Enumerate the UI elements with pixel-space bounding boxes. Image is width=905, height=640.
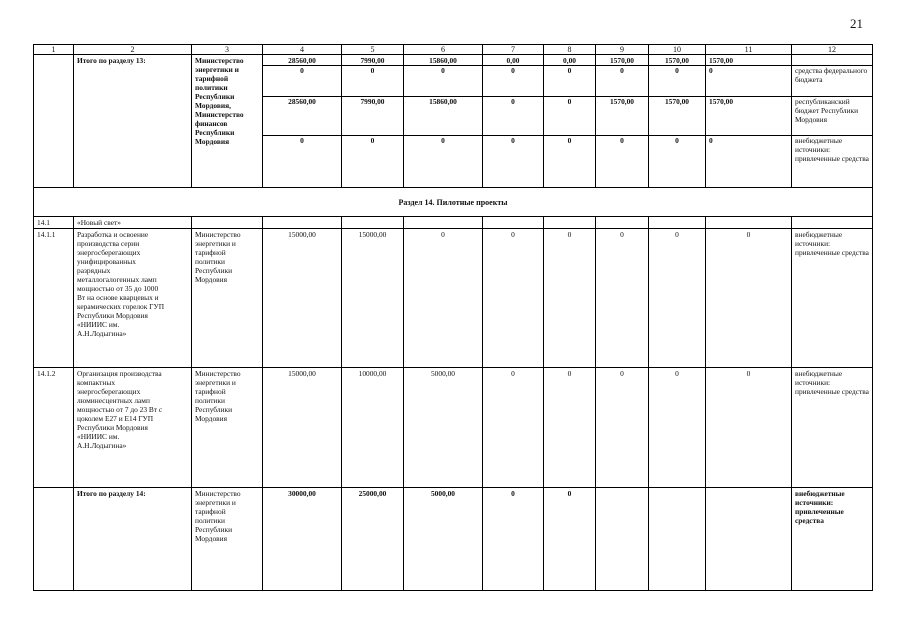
row-org (192, 368, 263, 488)
row-description (74, 229, 192, 368)
federal-value: 0 (342, 66, 403, 97)
value-cell: 0 (596, 229, 649, 368)
republic-value: 0 (544, 97, 595, 136)
value-cell: 0 (649, 368, 706, 488)
org-line: Мордовия (195, 534, 227, 543)
total-13-org (192, 55, 263, 188)
org-line: энергетики и (195, 239, 236, 248)
row-org (192, 488, 263, 591)
row-14-1-1 (34, 229, 873, 368)
extra-value: 0 (709, 136, 713, 145)
total-13-col10 (649, 55, 706, 188)
value-cell: 10000,00 (342, 368, 404, 488)
total-13-sources (792, 55, 873, 188)
value-cell: 0 (544, 229, 596, 368)
total-13-col4 (263, 55, 342, 188)
value-cell (706, 488, 792, 591)
extra-value: 0 (675, 136, 679, 145)
org-line: Министерство (195, 369, 241, 378)
republic-value: 1570,00 (649, 97, 705, 136)
org-line: Министерство (195, 230, 241, 239)
total-13-col8 (544, 55, 596, 188)
desc-line: Организация производства (77, 369, 162, 378)
org-line: энергетики и (195, 378, 236, 387)
org-line: Республики (195, 128, 235, 137)
org-line: политики (195, 396, 225, 405)
col-header: 4 (263, 45, 342, 55)
value-cell: 15000,00 (342, 229, 404, 368)
org-line: Министерство (195, 110, 244, 119)
col-header: 2 (74, 45, 192, 55)
federal-value: 0 (404, 66, 482, 97)
total-source-blank (792, 56, 872, 66)
desc-line: производства серии (77, 239, 140, 248)
value-cell: 0 (544, 368, 596, 488)
org-line: финансов (195, 119, 228, 128)
source-cell: внебюджетные источники: привлеченные средства (792, 368, 873, 488)
extra-value: 0 (370, 136, 375, 145)
republic-value: 15860,00 (404, 97, 482, 136)
col-header: 7 (483, 45, 544, 55)
republic-value: 1570,00 (706, 97, 791, 136)
extra-value: 0 (300, 136, 304, 145)
total-13-row (34, 55, 873, 188)
org-line: Республики (195, 525, 233, 534)
federal-value: 0 (649, 66, 705, 97)
desc-line: Вт на основе кварцевых и (77, 293, 159, 302)
total-14-label: Итого по разделу 14: (74, 488, 192, 591)
value-cell: 5000,00 (404, 368, 483, 488)
value-cell: 15000,00 (263, 229, 342, 368)
total-13-col5 (342, 55, 404, 188)
desc-line: разрядных (77, 266, 111, 275)
total-value: 1570,00 (596, 56, 648, 66)
republic-value: 1570,00 (596, 97, 648, 136)
desc-line: керамических горелок ГУП (77, 302, 165, 311)
value-cell: 0 (706, 229, 792, 368)
desc-line: мощностью от 35 до 1000 (77, 284, 159, 293)
desc-line: Республики Мордовия (77, 423, 148, 432)
value-cell: 0 (483, 229, 544, 368)
value-cell: 0 (596, 368, 649, 488)
org-line: Мордовия (195, 275, 227, 284)
federal-value: 0 (706, 66, 791, 97)
total-value: 15860,00 (404, 56, 482, 66)
desc-line: компактных (77, 378, 116, 387)
section-14-row (34, 188, 873, 217)
total-13-col6 (404, 55, 483, 188)
org-line: Министерство (195, 489, 241, 498)
desc-line: Разработка и освоение (77, 230, 149, 239)
extra-value: 0 (441, 136, 445, 145)
org-line: Мордовия (195, 137, 230, 146)
desc-line: энергосберегающих (77, 248, 141, 257)
row-number: 14.1.2 (34, 368, 74, 488)
federal-value: 0 (263, 66, 341, 97)
value-cell: 0 (649, 229, 706, 368)
org-line: тарифной (195, 507, 226, 516)
col-header: 3 (192, 45, 263, 55)
value-cell: 5000,00 (404, 488, 483, 591)
federal-source: средства федерального бюджета (792, 66, 872, 97)
republic-value: 0 (483, 97, 543, 136)
value-cell: 0 (483, 488, 544, 591)
desc-line: цоколем Е27 и Е14 ГУП (77, 414, 154, 423)
org-line: энергетики и (195, 65, 239, 74)
org-line: политики (195, 257, 225, 266)
total-13-label: Итого по разделу 13: (74, 55, 192, 188)
total-13-col7 (483, 55, 544, 188)
org-line: Республики (195, 266, 233, 275)
extra-source: внебюджетные источники: привлеченные средства (795, 136, 869, 163)
page-number: 21 (850, 16, 863, 31)
org-line: Мордовия (195, 414, 227, 423)
org-line: Мордовия, (195, 101, 231, 110)
col-header: 12 (792, 45, 873, 55)
org-line: Республики (195, 405, 233, 414)
desc-line: металлогалогенных ламп (77, 275, 157, 284)
desc-line: Республики Мордовия (77, 311, 148, 320)
row-14-1-2 (34, 368, 873, 488)
value-cell: 15000,00 (263, 368, 342, 488)
total-value: 1570,00 (649, 56, 705, 66)
republic-value: 28560,00 (263, 97, 341, 136)
row-number: 14.1 (34, 217, 74, 229)
republic-source: республиканский бюджет Республики Мордовия (792, 97, 872, 136)
section-14-title: Раздел 14. Пилотные проекты (34, 188, 873, 217)
row-title: «Новый свет» (74, 217, 192, 229)
column-numbers-row (34, 45, 873, 55)
desc-line: А.Н.Лодыгина» (77, 329, 127, 338)
total-14-row (34, 488, 873, 591)
value-cell: 0 (404, 229, 483, 368)
row-14-1 (34, 217, 873, 229)
extra-value: 0 (620, 136, 624, 145)
total-value: 28560,00 (263, 56, 341, 66)
org-line: политики (195, 83, 228, 92)
total-value: 1570,00 (706, 56, 791, 66)
org-line: Министерство (195, 56, 244, 65)
value-cell: 25000,00 (342, 488, 404, 591)
value-cell (596, 488, 649, 591)
extra-value: 0 (511, 136, 515, 145)
col-header: 11 (706, 45, 792, 55)
col-header: 9 (596, 45, 649, 55)
federal-value: 0 (596, 66, 648, 97)
desc-line: «НИИИС им. (77, 432, 120, 441)
col-header: 8 (544, 45, 596, 55)
total-value: 0,00 (544, 56, 595, 66)
row-description (74, 368, 192, 488)
org-line: энергетики и (195, 498, 236, 507)
republic-value: 7990,00 (342, 97, 403, 136)
value-cell: 30000,00 (263, 488, 342, 591)
value-cell (649, 488, 706, 591)
desc-line: люминесцентных ламп (77, 396, 150, 405)
federal-value: 0 (544, 66, 595, 97)
value-cell: 0 (706, 368, 792, 488)
org-line: тарифной (195, 387, 226, 396)
desc-line: энергосберегающих (77, 387, 141, 396)
desc-line: мощностью от 7 до 23 Вт с (77, 405, 163, 414)
desc-line: А.Н.Лодыгина» (77, 441, 127, 450)
org-line: Республики (195, 92, 235, 101)
source-cell: внебюджетные источники: привлеченные средства (792, 229, 873, 368)
row-number-cell (34, 55, 74, 188)
total-value: 0,00 (483, 56, 543, 66)
program-table (33, 44, 873, 591)
extra-value: 0 (567, 136, 572, 145)
federal-value: 0 (483, 66, 543, 97)
org-line: тарифной (195, 74, 229, 83)
col-header: 10 (649, 45, 706, 55)
value-cell: 0 (544, 488, 596, 591)
row-org (192, 229, 263, 368)
total-value: 7990,00 (342, 56, 403, 66)
col-header: 6 (404, 45, 483, 55)
row-number: 14.1.1 (34, 229, 74, 368)
source-cell: внебюджетные источники: привлеченные средства (792, 488, 873, 591)
total-13-col11 (706, 55, 792, 188)
desc-line: унифицированных (77, 257, 136, 266)
col-header: 5 (342, 45, 404, 55)
org-line: тарифной (195, 248, 226, 257)
org-line: политики (195, 516, 225, 525)
col-header: 1 (34, 45, 74, 55)
value-cell: 0 (483, 368, 544, 488)
total-13-col9 (596, 55, 649, 188)
desc-line: «НИИИС им. (77, 320, 120, 329)
